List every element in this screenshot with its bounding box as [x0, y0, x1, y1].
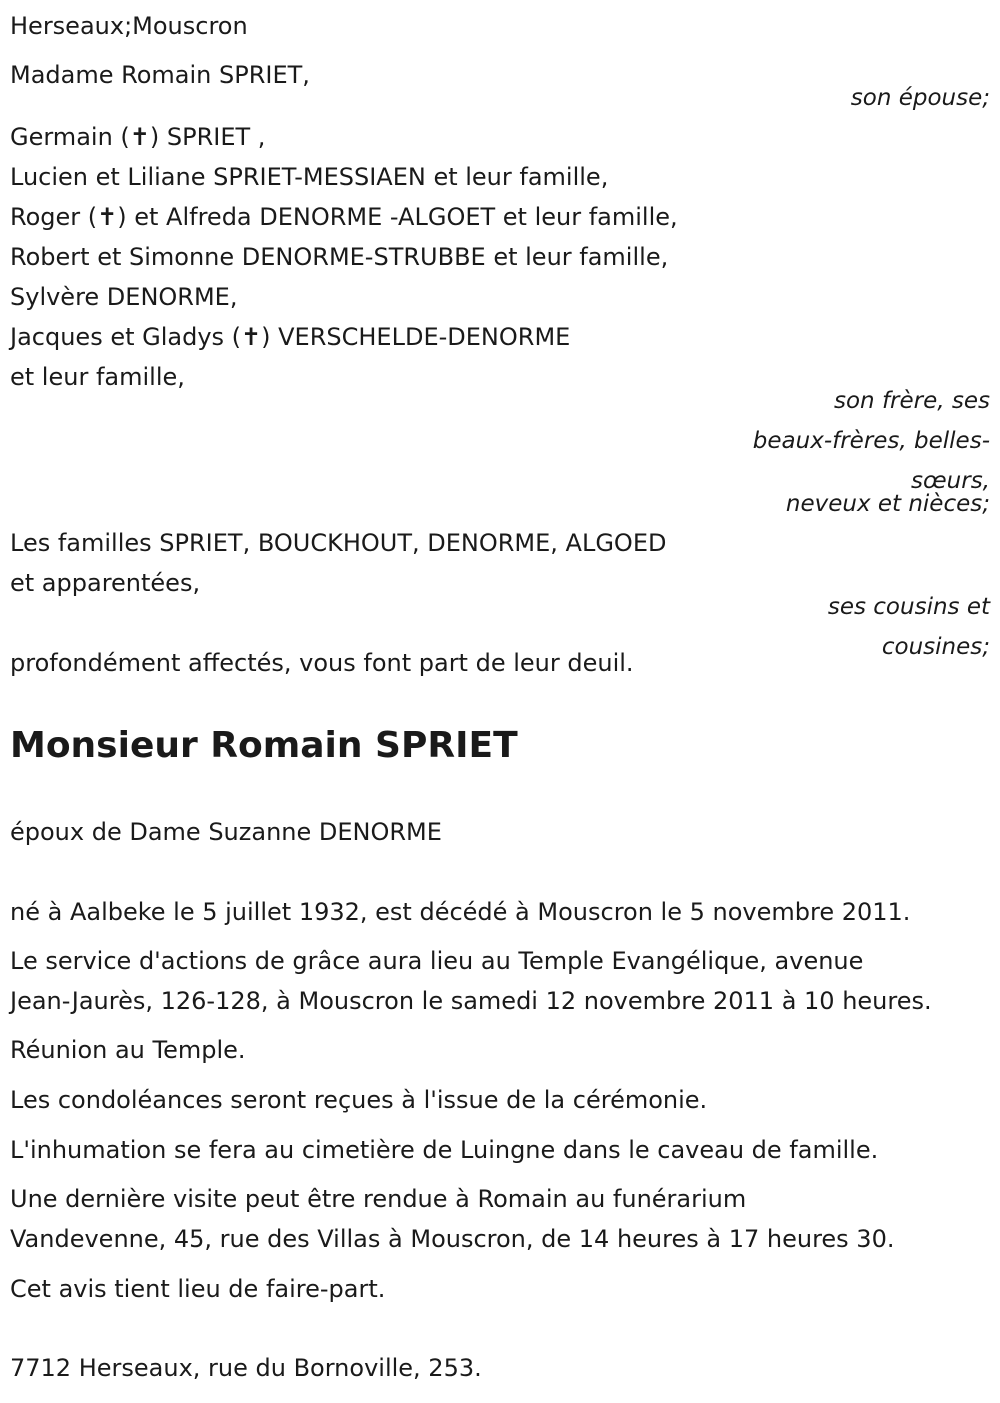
- sibling-line: Roger (✝) et Alfreda DENORME -ALGOET et leur famille,: [10, 203, 678, 231]
- address-line: 7712 Herseaux, rue du Bornoville, 253.: [10, 1354, 482, 1382]
- siblings-role-line: sœurs,: [911, 468, 990, 494]
- cousins-role-line: cousines;: [881, 634, 990, 660]
- siblings-role-line: son frère, ses: [834, 388, 990, 414]
- header-location: Herseaux;Mouscron: [10, 12, 248, 40]
- notice-line: Cet avis tient lieu de faire-part.: [10, 1275, 386, 1303]
- siblings-role-line: beaux-frères, belles-: [752, 428, 990, 454]
- sibling-line: Robert et Simonne DENORME-STRUBBE et leur famille,: [10, 243, 669, 271]
- condolences-line: Les condoléances seront reçues à l'issue de la cérémonie.: [10, 1086, 708, 1114]
- burial-line: L'inhumation se fera au cimetière de Luingne dans le caveau de famille.: [10, 1136, 879, 1164]
- cousins-role-line: ses cousins et: [827, 594, 990, 620]
- visit-line: Vandevenne, 45, rue des Villas à Mouscron, de 14 heures à 17 heures 30.: [10, 1225, 895, 1253]
- cousins-line: et apparentées,: [10, 569, 201, 597]
- closing-line: profondément affectés, vous font part de leur deuil.: [10, 649, 634, 677]
- reunion-line: Réunion au Temple.: [10, 1036, 246, 1064]
- deceased-name: Monsieur Romain SPRIET: [10, 725, 518, 766]
- siblings-role-line: neveux et nièces;: [785, 491, 990, 517]
- deceased-spouse: époux de Dame Suzanne DENORME: [10, 818, 442, 846]
- cousins-line: Les familles SPRIET, BOUCKHOUT, DENORME, ALGOED: [10, 529, 667, 557]
- visit-line: Une dernière visite peut être rendue à Romain au funérarium: [10, 1185, 747, 1213]
- birth-death-line: né à Aalbeke le 5 juillet 1932, est décédé à Mouscron le 5 novembre 2011.: [10, 898, 911, 926]
- service-line: Le service d'actions de grâce aura lieu au Temple Evangélique, avenue: [10, 947, 864, 975]
- spouse-line: Madame Romain SPRIET,: [10, 61, 310, 89]
- service-line: Jean-Jaurès, 126-128, à Mouscron le samedi 12 novembre 2011 à 10 heures.: [10, 987, 932, 1015]
- sibling-line: Lucien et Liliane SPRIET-MESSIAEN et leur famille,: [10, 163, 609, 191]
- sibling-line: Sylvère DENORME,: [10, 283, 238, 311]
- sibling-line: Germain (✝) SPRIET ,: [10, 123, 266, 151]
- sibling-line: Jacques et Gladys (✝) VERSCHELDE-DENORME: [10, 323, 571, 351]
- spouse-role: son épouse;: [850, 85, 990, 111]
- sibling-line: et leur famille,: [10, 363, 185, 391]
